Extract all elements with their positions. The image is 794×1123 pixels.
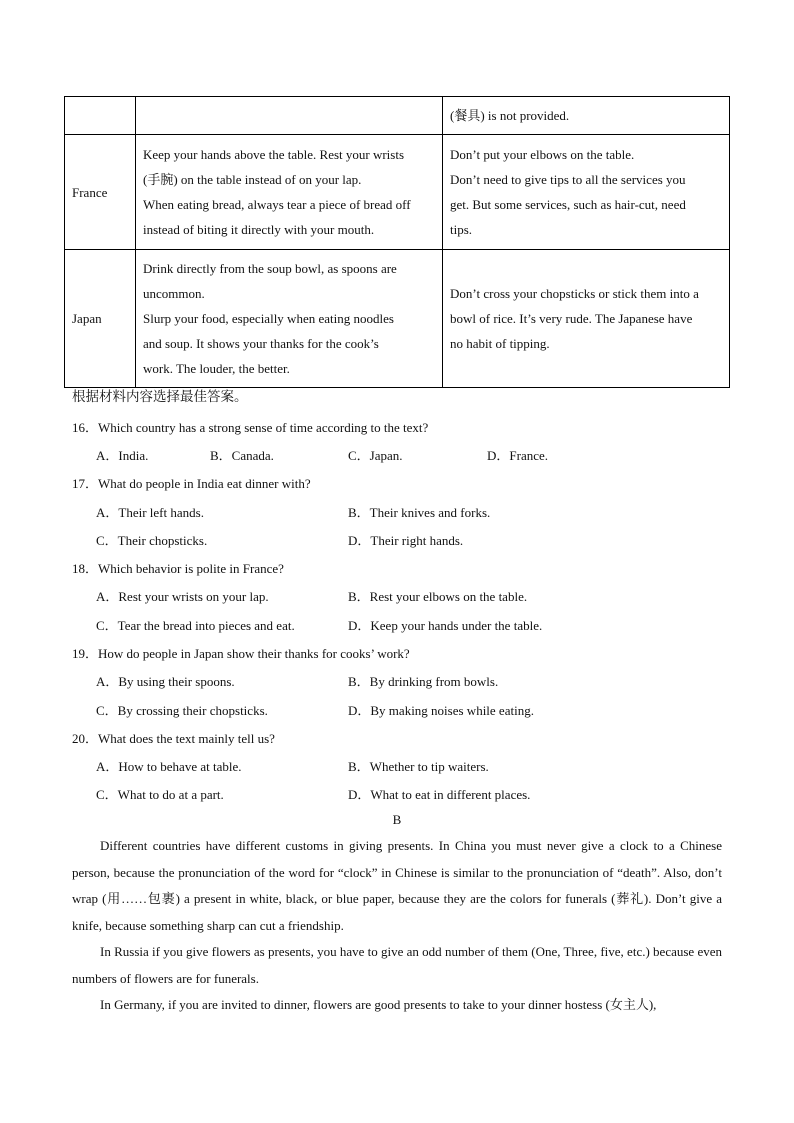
question-stem: 20．What does the text mainly tell us? bbox=[72, 731, 275, 746]
cell-line: Keep your hands above the table. Rest your wrists bbox=[143, 147, 405, 162]
option-a[interactable]: A．Their left hands. bbox=[96, 505, 204, 520]
table-row bbox=[65, 135, 730, 250]
passage bbox=[72, 833, 722, 1019]
option-c[interactable]: C．What to do at a part. bbox=[96, 787, 224, 802]
cell-line: and soup. It shows your thanks for the cook’s bbox=[143, 336, 379, 351]
cell-line: Drink directly from the soup bowl, as spoons are bbox=[143, 261, 397, 276]
cell-line: (手腕) on the table instead of on your lap. bbox=[143, 172, 362, 187]
country-cell bbox=[65, 97, 136, 135]
country-cell: France bbox=[65, 135, 136, 250]
cell-line: work. The louder, the better. bbox=[143, 361, 290, 376]
question-stem: 19．How do people in Japan show their thanks for cooks’ work? bbox=[72, 646, 410, 661]
option-c[interactable]: C．Their chopsticks. bbox=[96, 533, 208, 548]
cell-line: uncommon. bbox=[143, 286, 205, 301]
option-b[interactable]: B．Canada. bbox=[210, 448, 274, 463]
option-d[interactable]: D．What to eat in different places. bbox=[348, 787, 531, 802]
table-row bbox=[65, 250, 730, 388]
cell-line: no habit of tipping. bbox=[450, 336, 550, 351]
instruction: 根据材料内容选择最佳答案。 bbox=[72, 389, 248, 404]
dos-cell bbox=[136, 250, 443, 388]
cell-line: instead of biting it directly with your mouth. bbox=[143, 222, 375, 237]
option-d[interactable]: D．Their right hands. bbox=[348, 533, 464, 548]
option-c[interactable]: C．By crossing their chopsticks. bbox=[96, 703, 268, 718]
country-cell: Japan bbox=[65, 250, 136, 388]
option-a[interactable]: A．India. bbox=[96, 448, 149, 463]
cell-line: (餐具) is not provided. bbox=[450, 108, 570, 123]
section-label: B bbox=[392, 812, 402, 827]
cell-line: tips. bbox=[450, 222, 473, 237]
cell-line: get. But some services, such as hair-cut, need bbox=[450, 197, 686, 212]
option-a[interactable]: A．How to behave at table. bbox=[96, 759, 242, 774]
donts-cell bbox=[443, 97, 730, 135]
cell-line: bowl of rice. It’s very rude. The Japanese have bbox=[450, 311, 693, 326]
question-stem: 18．Which behavior is polite in France? bbox=[72, 561, 284, 576]
option-a[interactable]: A．By using their spoons. bbox=[96, 674, 235, 689]
dos-cell bbox=[136, 135, 443, 250]
cell-line: Slurp your food, especially when eating noodles bbox=[143, 311, 394, 326]
option-b[interactable]: B．By drinking from bowls. bbox=[348, 674, 499, 689]
option-c[interactable]: C．Japan. bbox=[348, 448, 403, 463]
question-stem: 16．Which country has a strong sense of time according to the text? bbox=[72, 420, 429, 435]
paragraph: In Germany, if you are invited to dinner, flowers are good presents to take to your dinner hostess (女主人), bbox=[100, 997, 657, 1012]
option-d[interactable]: D．Keep your hands under the table. bbox=[348, 618, 543, 633]
option-c[interactable]: C．Tear the bread into pieces and eat. bbox=[96, 618, 295, 633]
cell-line: Don’t need to give tips to all the services you bbox=[450, 172, 686, 187]
cell-line: Don’t put your elbows on the table. bbox=[450, 147, 635, 162]
question-stem: 17．What do people in India eat dinner with? bbox=[72, 476, 311, 491]
option-a[interactable]: A．Rest your wrists on your lap. bbox=[96, 589, 269, 604]
donts-cell bbox=[443, 135, 730, 250]
cell-line: When eating bread, always tear a piece of bread off bbox=[143, 197, 411, 212]
cell-line: Don’t cross your chopsticks or stick them into a bbox=[450, 286, 699, 301]
option-b[interactable]: B．Their knives and forks. bbox=[348, 505, 491, 520]
option-b[interactable]: B．Whether to tip waiters. bbox=[348, 759, 489, 774]
option-d[interactable]: D．France. bbox=[487, 448, 549, 463]
option-d[interactable]: D．By making noises while eating. bbox=[348, 703, 534, 718]
table-row bbox=[65, 97, 730, 135]
option-b[interactable]: B．Rest your elbows on the table. bbox=[348, 589, 528, 604]
dos-cell bbox=[136, 97, 443, 135]
donts-cell bbox=[443, 250, 730, 388]
paragraph: In Russia if you give flowers as presents, you have to give an odd number of them (One, Three, five, etc.) because even numbers of flowers are for funerals. bbox=[72, 944, 722, 986]
paragraph: Different countries have different customs in giving presents. In China you must never give a clock to a Chinese person, because the pronunciation of the word for “clock” in Chinese is similar to the pronunciation of “death”. Also, don’t wrap (用……包裹) a present in white, black, or blue paper, because they are the colors for funerals (葬礼). Don’t give a knife, because something sharp can cut a friendship. bbox=[72, 838, 722, 933]
etiquette-table bbox=[64, 96, 730, 388]
